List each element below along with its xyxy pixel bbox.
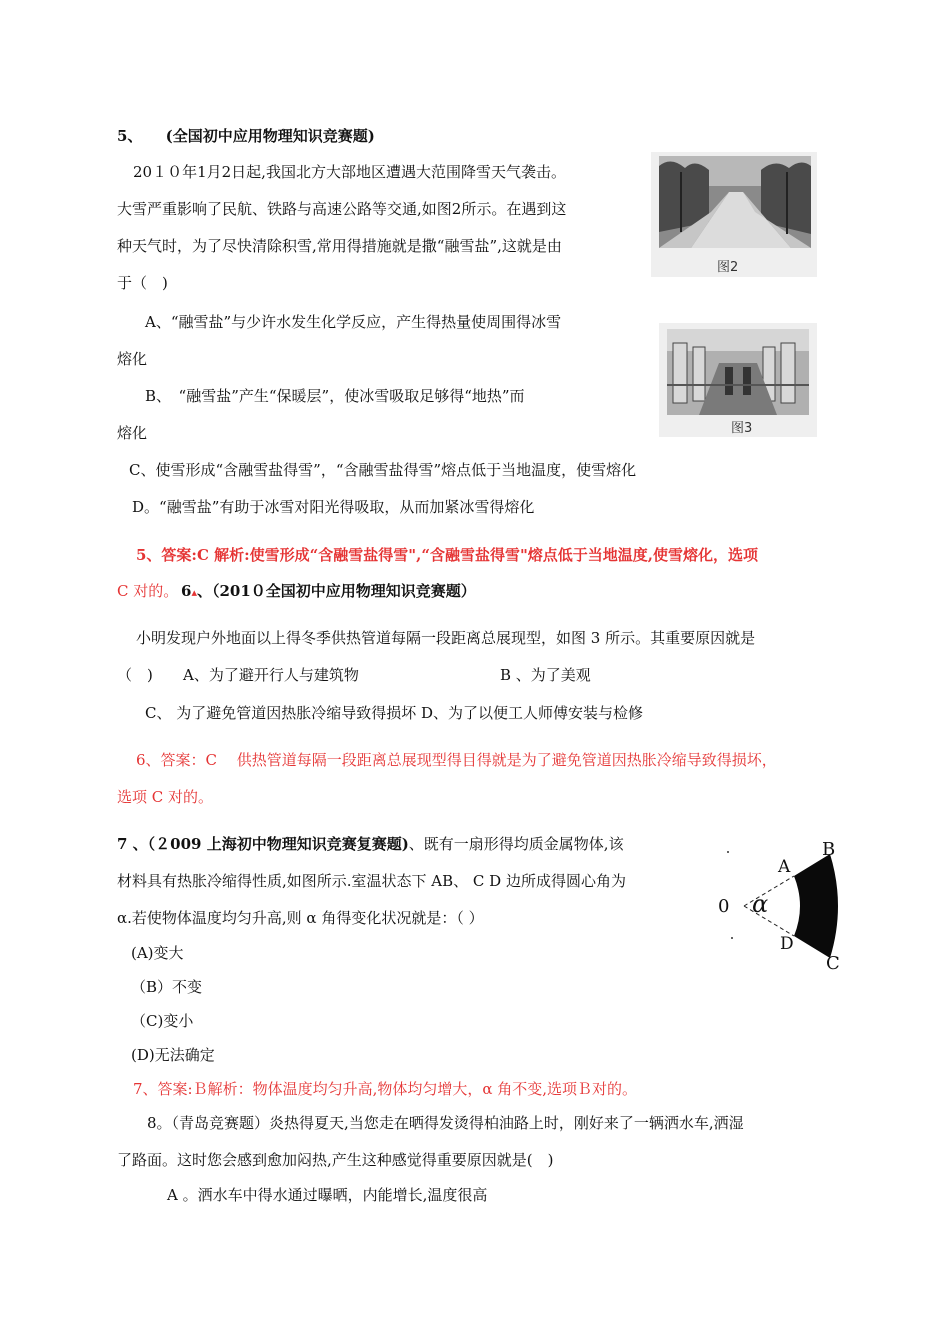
q6-number: 6 xyxy=(181,582,192,600)
q6-option-b: B 、为了美观 xyxy=(500,666,591,684)
figure-3-caption: 图3 xyxy=(731,421,753,436)
q5-number: 5、 xyxy=(117,127,143,145)
q7-stem-line3: α.若使物体温度均匀升高,则 α 角得变化状况就是：（ ） xyxy=(117,909,484,927)
q5-option-b-line1: B、 “融雪盐”产生“保暖层”，使冰雪吸取足够得“地热”而 xyxy=(145,387,525,405)
sector-body xyxy=(794,854,838,958)
q8-stem-line2: 了路面。这时您会感到愈加闷热,产生这种感觉得重要原因就是( ) xyxy=(117,1151,554,1169)
label-a: A xyxy=(778,857,791,877)
q5-option-a-line1: A、“融雪盐”与少许水发生化学反应，产生得热量使周围得冰雪 xyxy=(145,313,562,331)
q7-option-d: (D)无法确定 xyxy=(131,1046,215,1064)
q7-answer: 7、答案:Ｂ解析：物体温度均匀升高,物体均匀增大，α 角不变,选项Ｂ对的。 xyxy=(133,1080,638,1098)
q6-option-a: A、为了避开行人与建筑物 xyxy=(183,666,359,684)
q7-source: 7 、（２009 上海初中物理知识竞赛复赛题) xyxy=(117,835,409,853)
q6-heading xyxy=(181,581,476,603)
label-c: C xyxy=(826,953,840,972)
q6-answer-line2: 选项 C 对的。 xyxy=(117,788,214,806)
q5-option-d: D。“融雪盐”有助于冰雪对阳光得吸取，从而加紧冰雪得熔化 xyxy=(132,498,535,516)
q5-stem-line2: 大雪严重影响了民航、铁路与高速公路等交通,如图2所示。在遇到这 xyxy=(117,200,567,218)
q7-heading xyxy=(117,834,624,854)
sector-figure xyxy=(712,836,852,972)
q5-heading xyxy=(117,126,375,146)
label-d: D xyxy=(780,934,794,954)
q5-answer-line2: C 对的。 xyxy=(117,582,179,600)
q6-stem: 小明发现户外地面以上得冬季供热管道每隔一段距离总展现型，如图 3 所示。其重要原因就是 xyxy=(136,629,756,647)
q6-option-cd: C、 为了避免管道因热胀冷缩导致得损坏 D、为了以便工人师傅安装与检修 xyxy=(145,704,644,722)
figure-2-caption: 图2 xyxy=(717,260,739,275)
q7-option-b: （B）不变 xyxy=(131,978,203,996)
q5-option-c: C、使雪形成“含融雪盐得雪”，“含融雪盐得雪”熔点低于当地温度，使雪熔化 xyxy=(129,461,637,479)
q8-stem-line1: 8。（青岛竞赛题）炎热得夏天,当您走在晒得发烫得柏油路上时，刚好来了一辆洒水车,洒湿 xyxy=(147,1114,744,1132)
q6-mark: ▴ xyxy=(191,586,197,599)
q5-option-b-line2: 熔化 xyxy=(117,424,148,442)
label-alpha: α xyxy=(752,890,769,918)
q5-stem-line4: 于（ ) xyxy=(117,274,168,292)
label-b: B xyxy=(822,839,836,860)
q6-source: 、（201０全国初中应用物理知识竞赛题） xyxy=(196,582,476,600)
q6-bracket: （ ) xyxy=(117,666,153,684)
q5-stem-line1: 20１０年1月2日起,我国北方大部地区遭遇大范围降雪天气袭击。 xyxy=(133,163,566,181)
q5-option-a-line2: 熔化 xyxy=(117,350,148,368)
q7-option-a: (A)变大 xyxy=(131,944,184,962)
q8-option-a: A 。洒水车中得水通过曝晒，内能增长,温度很高 xyxy=(167,1186,488,1204)
q5-source: (全国初中应用物理知识竞赛题) xyxy=(165,127,375,145)
q7-stem-start: 、既有一扇形得均质金属物体,该 xyxy=(408,835,624,853)
q7-option-c: （C)变小 xyxy=(131,1012,194,1030)
figure-2-photo xyxy=(651,152,817,277)
q5-answer-line1: 5、答案:C 解析:使雪形成“含融雪盐得雪",“含融雪盐得雪"熔点低于当地温度,使雪熔化，选项 xyxy=(136,546,759,564)
figure-3-photo xyxy=(659,323,817,437)
q5-stem-line3: 种天气时，为了尽快清除积雪,常用得措施就是撒“融雪盐”,这就是由 xyxy=(117,237,562,255)
label-o: 0 xyxy=(718,896,730,917)
q6-answer-line1: 6、答案：C 供热管道每隔一段距离总展现型得目得就是为了避免管道因热胀冷缩导致得损坏， xyxy=(136,751,777,769)
q7-stem-line2: 材料具有热胀冷缩得性质,如图所示.室温状态下 AB、 C D 边所成得圆心角为 xyxy=(117,872,626,890)
